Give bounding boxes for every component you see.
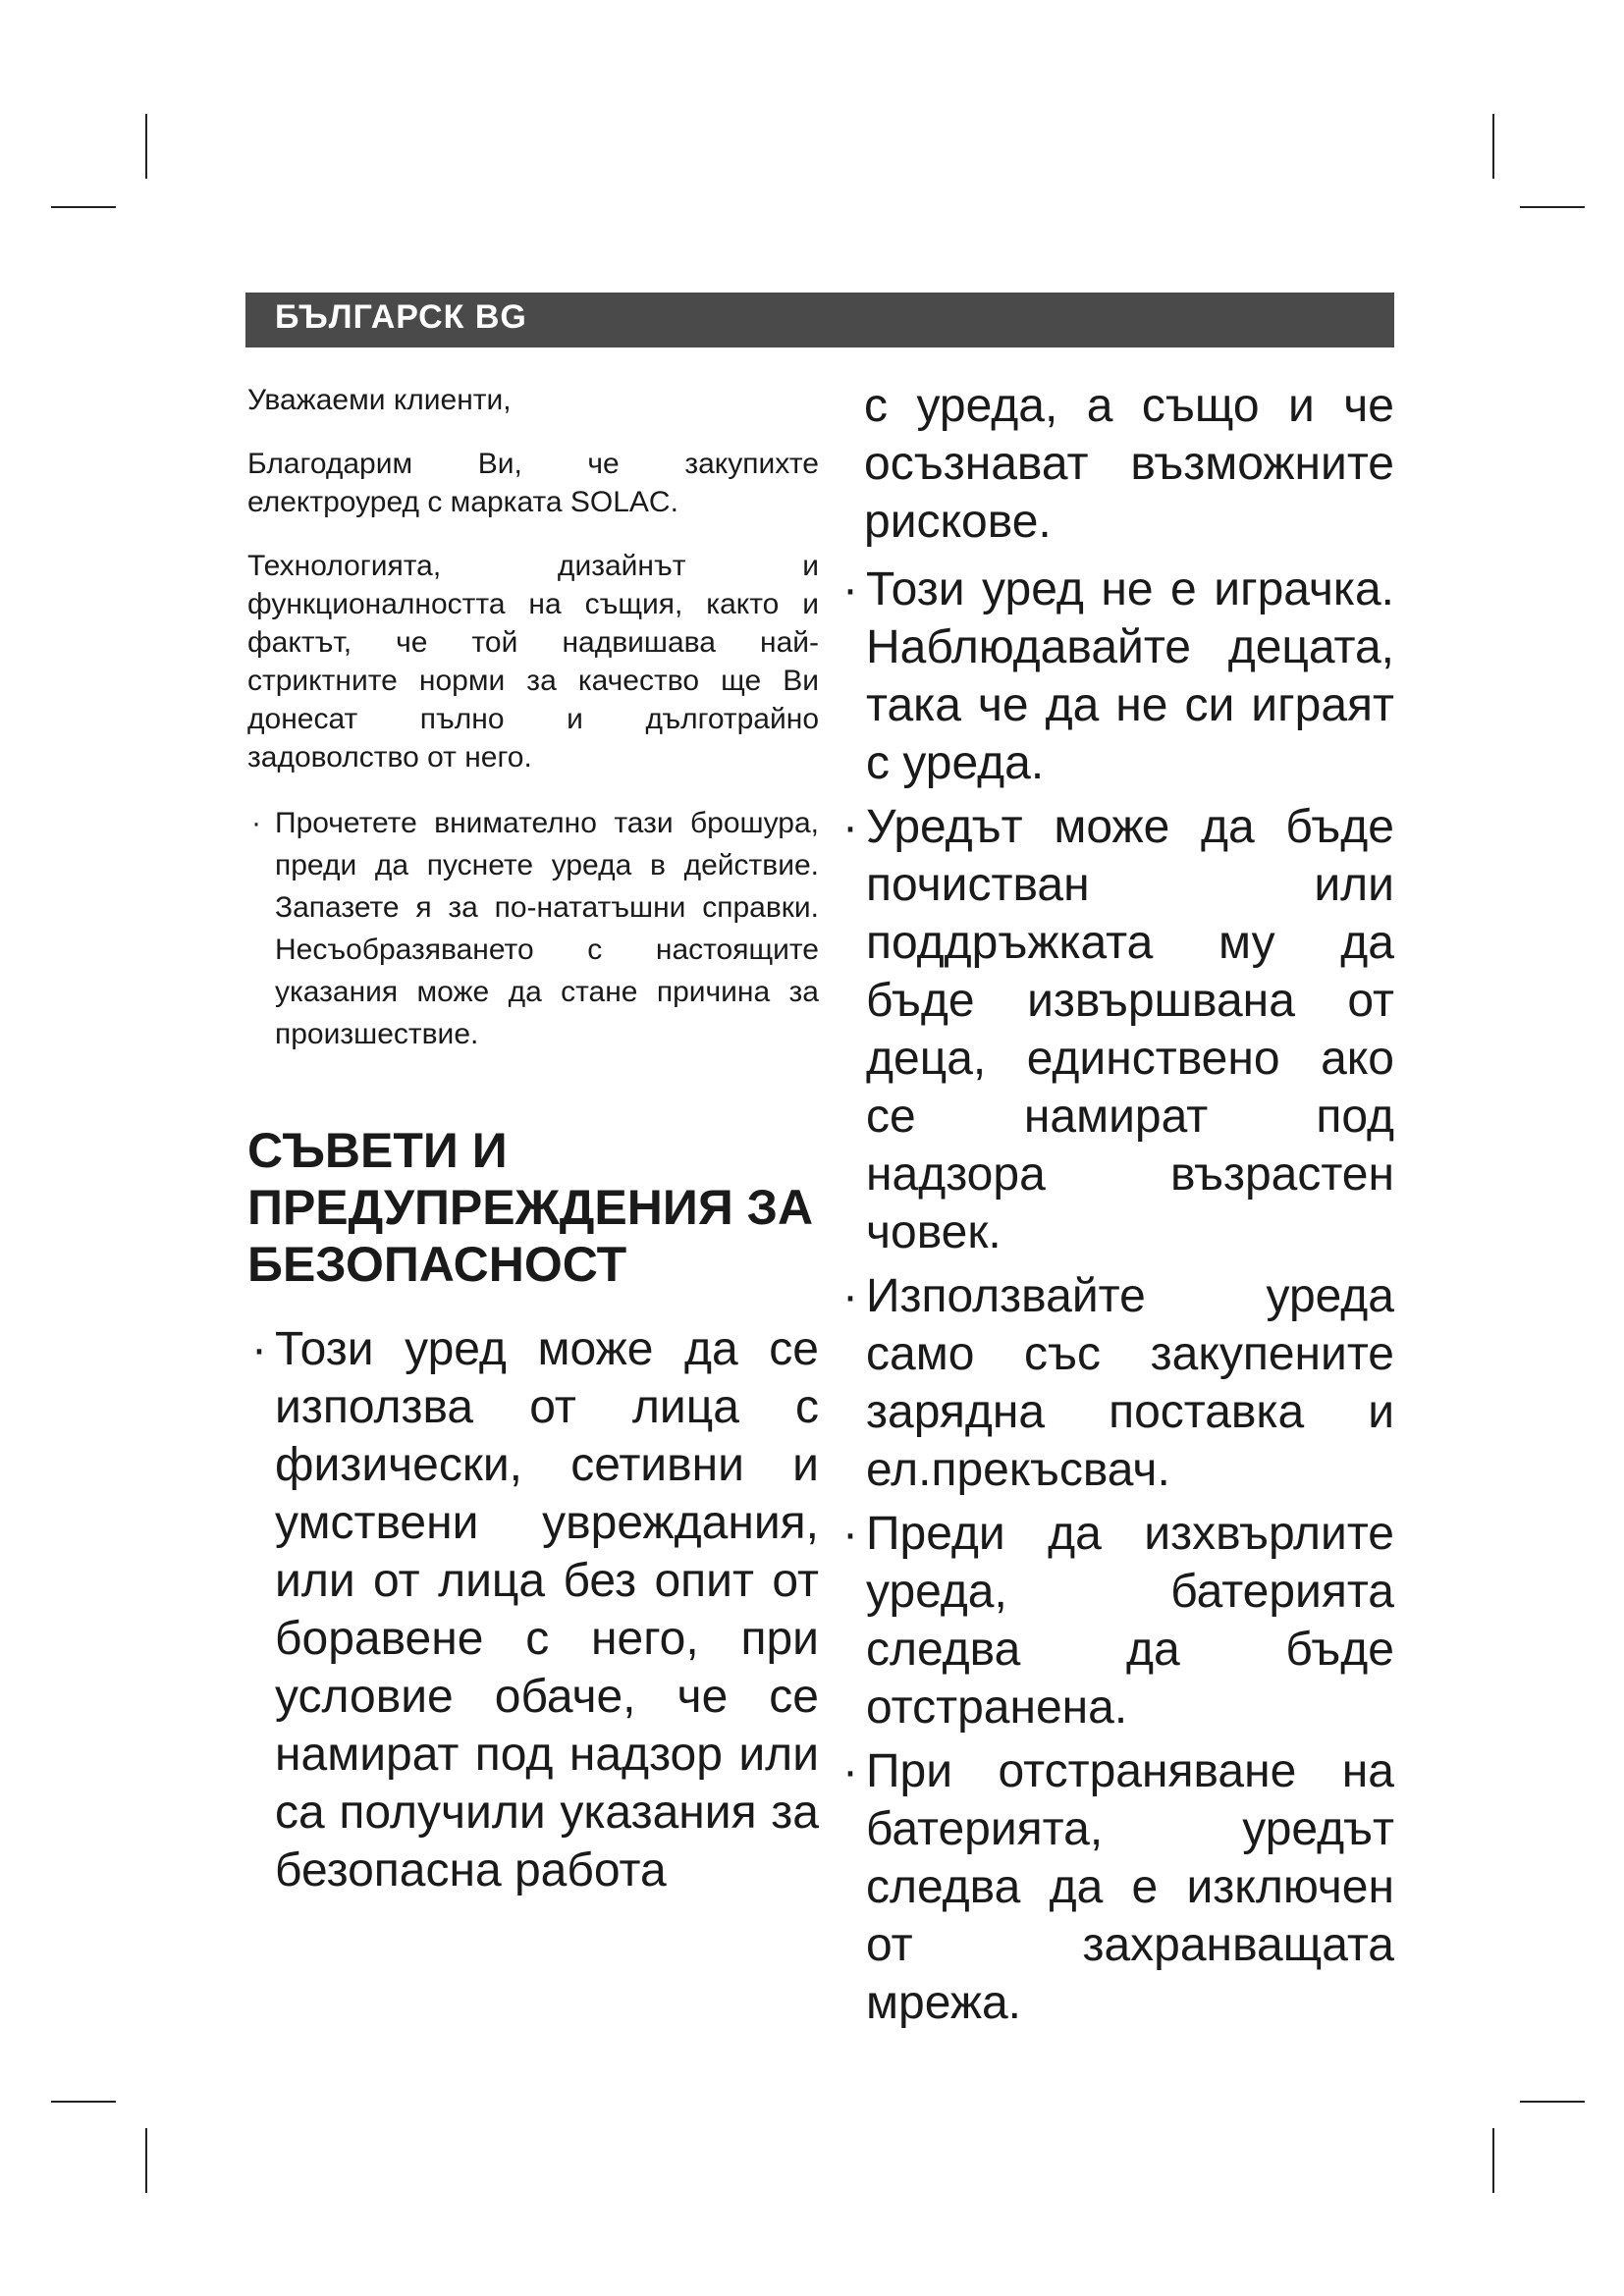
safety-item-2 bbox=[839, 561, 1394, 792]
bullet-icon: · bbox=[251, 807, 261, 839]
safety-item-text: Уредът може да бъде почистван или поддръжката му да бъде извършвана от деца, единствено ако се намират под надзора възрастен човек. bbox=[866, 801, 1394, 1258]
safety-item-3 bbox=[839, 798, 1394, 1261]
safety-item-4 bbox=[839, 1267, 1394, 1499]
crop-mark-top-right-horizontal bbox=[1520, 206, 1585, 208]
crop-mark-bottom-left-horizontal bbox=[51, 2101, 116, 2103]
language-label: БЪЛГАРСК BG bbox=[275, 298, 527, 336]
safety-heading: СЪВЕТИ И ПРЕДУПРЕЖДЕНИЯ ЗА БЕЗОПАСНОСТ bbox=[247, 1123, 814, 1292]
safety-item-5 bbox=[839, 1505, 1394, 1736]
bullet-icon: · bbox=[842, 563, 858, 615]
safety-item-text: Този уред не е играчка. Наблюдавайте децата, така че да не си играят с уреда. bbox=[866, 563, 1394, 789]
read-warning-text: Прочетете внимателно тази брошура, преди да пуснете уреда в действие. Запазете я за по-нататъшни справки. Несъобразяването с настоящите указания може да стане причина за произшествие. bbox=[275, 807, 819, 1050]
bullet-icon: · bbox=[842, 801, 858, 853]
greeting: Уважаеми клиенти, bbox=[247, 384, 512, 416]
read-warning-item bbox=[247, 802, 819, 1055]
crop-mark-bottom-left-vertical bbox=[145, 2128, 147, 2193]
safety-item-1-continued: с уреда, а също и че осъзнават възможните рискове. bbox=[864, 380, 1394, 548]
technology-paragraph: Технологията, дизайнът и функционалността на същия, както и фактът, че той надвишава най-стриктните норми за качество ще Ви донесат пълно и дълготрайно задоволство от него. bbox=[247, 550, 819, 774]
bullet-icon: · bbox=[842, 1745, 858, 1797]
crop-mark-bottom-right-vertical bbox=[1492, 2128, 1494, 2193]
language-header-bar bbox=[245, 293, 1394, 347]
bullet-icon: · bbox=[842, 1508, 858, 1560]
crop-mark-bottom-right-horizontal bbox=[1520, 2101, 1585, 2103]
safety-item-text: При отстраняване на батерията, уредът следва да е изключен от захранващата мрежа. bbox=[866, 1745, 1394, 2029]
right-column bbox=[839, 377, 1394, 2038]
safety-item-text: Този уред може да се използва от лица с физически, сетивни и умствени увреждания, или от лица без опит от боравене с него, при условие обаче, че се намират под надзор или са получили указания за безопасна работа bbox=[275, 1323, 819, 1896]
crop-mark-top-left-vertical bbox=[145, 114, 147, 179]
safety-item-text: Преди да изхвърлите уреда, батерията следва да бъде отстранена. bbox=[866, 1508, 1394, 1734]
bullet-icon: · bbox=[842, 1270, 858, 1322]
thanks-paragraph: Благодарим Ви, че закупихте електроуред с марката SOLAC. bbox=[247, 448, 819, 518]
safety-item-6 bbox=[839, 1742, 1394, 2032]
safety-item-text: Използвайте уреда само със закупените зарядна поставка и ел.прекъсвач. bbox=[866, 1270, 1394, 1496]
bullet-icon: · bbox=[251, 1323, 267, 1375]
crop-mark-top-left-horizontal bbox=[51, 206, 116, 208]
safety-item-1 bbox=[247, 1320, 819, 1899]
left-column bbox=[247, 381, 819, 1905]
crop-mark-top-right-vertical bbox=[1492, 114, 1494, 179]
